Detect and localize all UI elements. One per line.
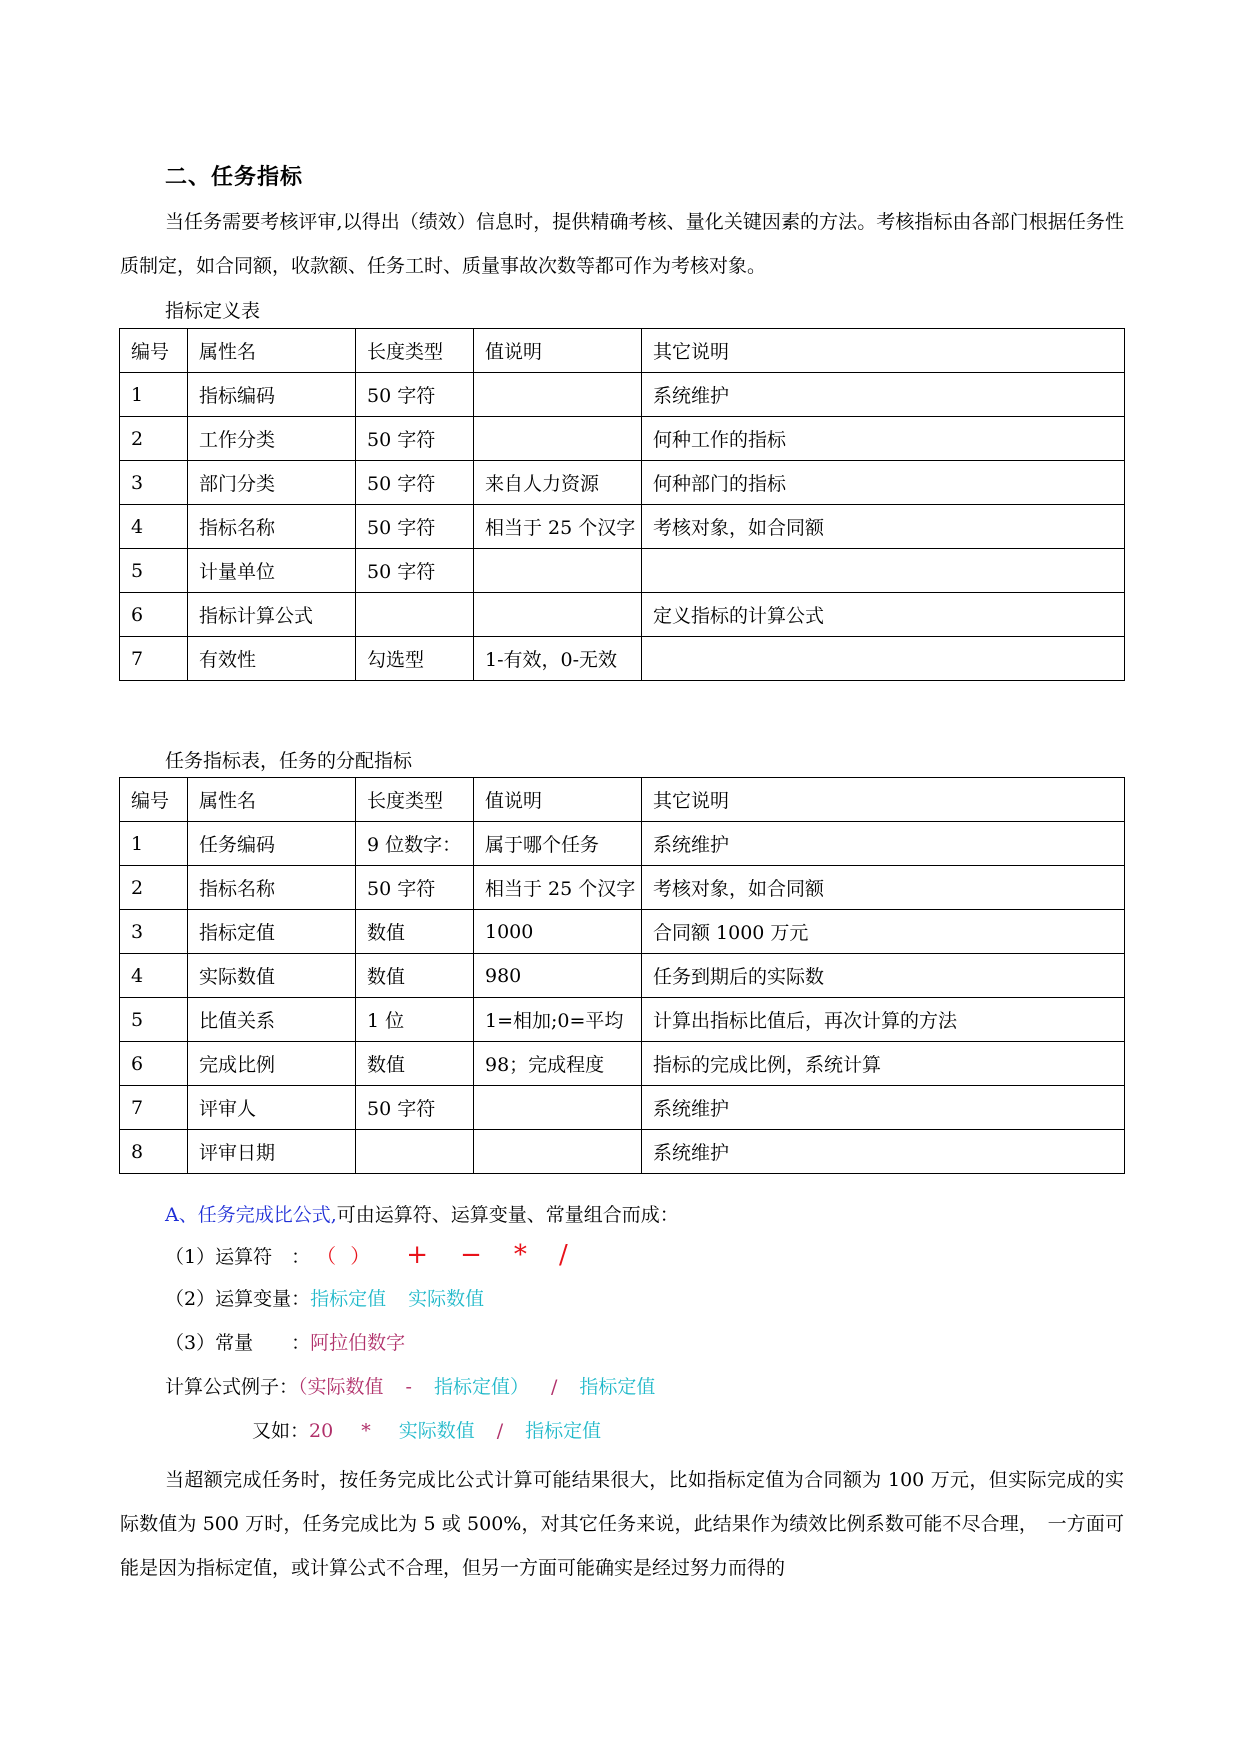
- table-row: [120, 417, 1125, 461]
- cell-other-note: 何种部门的指标: [642, 461, 1125, 505]
- cell-value-note: 1-有效，0-无效: [474, 637, 642, 681]
- cell-attribute-name: 评审日期: [188, 1130, 356, 1174]
- table-row: [120, 373, 1125, 417]
- header-value-note: 值说明: [474, 778, 642, 822]
- table1-caption: 指标定义表: [165, 300, 261, 322]
- cell-id: 5: [120, 998, 188, 1042]
- cell-length-type: 数值: [356, 954, 474, 998]
- cell-length-type: 50 字符: [356, 866, 474, 910]
- table-row: [120, 822, 1125, 866]
- example-minus: -: [405, 1376, 412, 1398]
- table-row: [120, 505, 1125, 549]
- cell-other-note: 计算出指标比值后，再次计算的方法: [642, 998, 1125, 1042]
- operator-divide: /: [558, 1240, 568, 1270]
- cell-id: 3: [120, 910, 188, 954]
- cell-other-note: 合同额 1000 万元: [642, 910, 1125, 954]
- example-var3: 指标定值: [579, 1376, 656, 1398]
- cell-other-note: 考核对象，如合同额: [642, 505, 1125, 549]
- cell-other-note: [642, 549, 1125, 593]
- header-other-note: 其它说明: [642, 778, 1125, 822]
- cell-attribute-name: 完成比例: [188, 1042, 356, 1086]
- example-div: /: [550, 1376, 558, 1398]
- operators-line: [165, 1240, 594, 1270]
- constants-line: [165, 1328, 405, 1355]
- cell-value-note: 1=相加;0=平均: [474, 998, 642, 1042]
- cell-attribute-name: 指标名称: [188, 866, 356, 910]
- cell-value-note: 属于哪个任务: [474, 822, 642, 866]
- cell-attribute-name: 部门分类: [188, 461, 356, 505]
- cell-length-type: 50 字符: [356, 549, 474, 593]
- cell-id: 7: [120, 1086, 188, 1130]
- cell-value-note: 98；完成程度: [474, 1042, 642, 1086]
- table-row: [120, 593, 1125, 637]
- cell-attribute-name: 工作分类: [188, 417, 356, 461]
- cell-length-type: 50 字符: [356, 505, 474, 549]
- cell-other-note: 系统维护: [642, 1130, 1125, 1174]
- cell-id: 4: [120, 954, 188, 998]
- closing-paragraph: 当超额完成任务时，按任务完成比公式计算可能结果很大，比如指标定值为合同额为 100 万元，但实际完成的实际数值为 500 万时，任务完成比为 5 或 500%，对其它任务来说，此结果作为绩效比例系数可能不尽合理， 一方面可能是因为指标定值，或计算公式不合理，但另一方面可能确实是经过努力而得的: [120, 1469, 1124, 1579]
- cell-id: 6: [120, 1042, 188, 1086]
- cell-other-note: [642, 637, 1125, 681]
- example2-label: 又如：: [252, 1420, 310, 1442]
- table-row: [120, 1130, 1125, 1174]
- cell-value-note: [474, 549, 642, 593]
- operator-plus: +: [406, 1240, 429, 1270]
- cell-length-type: 50 字符: [356, 461, 474, 505]
- cell-attribute-name: 实际数值: [188, 954, 356, 998]
- example2-const: 20: [309, 1420, 334, 1442]
- cell-value-note: [474, 593, 642, 637]
- cell-value-note: 相当于 25 个汉字: [474, 866, 642, 910]
- table-row: [120, 549, 1125, 593]
- table-header-row: [120, 329, 1125, 373]
- cell-length-type: 9 位数字：: [356, 822, 474, 866]
- cell-length-type: 1 位: [356, 998, 474, 1042]
- table-row: [120, 998, 1125, 1042]
- constants-value: 阿拉伯数字: [310, 1332, 406, 1354]
- table-header-row: [120, 778, 1125, 822]
- header-length-type: 长度类型: [356, 778, 474, 822]
- formula-intro-highlight: A、任务完成比公式,: [165, 1204, 337, 1226]
- example2-var2: 指标定值: [525, 1420, 602, 1442]
- cell-attribute-name: 指标定值: [188, 910, 356, 954]
- header-id: 编号: [120, 329, 188, 373]
- example2-op: *: [361, 1420, 371, 1442]
- cell-id: 2: [120, 417, 188, 461]
- cell-attribute-name: 指标编码: [188, 373, 356, 417]
- cell-id: 7: [120, 637, 188, 681]
- header-length-type: 长度类型: [356, 329, 474, 373]
- cell-id: 5: [120, 549, 188, 593]
- table-row: [120, 637, 1125, 681]
- cell-id: 1: [120, 373, 188, 417]
- header-attribute-name: 属性名: [188, 329, 356, 373]
- variable-target-value: 指标定值: [310, 1288, 387, 1310]
- cell-length-type: 50 字符: [356, 417, 474, 461]
- header-attribute-name: 属性名: [188, 778, 356, 822]
- cell-value-note: 来自人力资源: [474, 461, 642, 505]
- example2-var1: 实际数值: [398, 1420, 475, 1442]
- example-var2: 指标定值）: [433, 1376, 529, 1398]
- table-row: [120, 1042, 1125, 1086]
- task-indicator-table: [119, 777, 1125, 1174]
- cell-other-note: 指标的完成比例，系统计算: [642, 1042, 1125, 1086]
- cell-id: 6: [120, 593, 188, 637]
- cell-id: 3: [120, 461, 188, 505]
- cell-length-type: 数值: [356, 910, 474, 954]
- cell-value-note: 1000: [474, 910, 642, 954]
- cell-attribute-name: 比值关系: [188, 998, 356, 1042]
- cell-id: 8: [120, 1130, 188, 1174]
- cell-attribute-name: 评审人: [188, 1086, 356, 1130]
- operator-multiply: *: [513, 1240, 527, 1270]
- operators-label: （1）运算符 ：: [165, 1246, 311, 1268]
- table-row: [120, 954, 1125, 998]
- operator-close-paren: ）: [350, 1244, 371, 1268]
- indicator-definition-table: [119, 328, 1125, 681]
- cell-other-note: 任务到期后的实际数: [642, 954, 1125, 998]
- variable-actual-value: 实际数值: [408, 1288, 485, 1310]
- variables-label: （2）运算变量：: [165, 1288, 311, 1310]
- cell-length-type: [356, 1130, 474, 1174]
- cell-value-note: 相当于 25 个汉字: [474, 505, 642, 549]
- cell-id: 2: [120, 866, 188, 910]
- header-id: 编号: [120, 778, 188, 822]
- table-row: [120, 910, 1125, 954]
- formula-intro-rest: 可由运算符、运算变量、常量组合而成：: [336, 1204, 679, 1226]
- cell-other-note: 系统维护: [642, 822, 1125, 866]
- cell-id: 4: [120, 505, 188, 549]
- operator-open-paren: （: [316, 1244, 337, 1268]
- cell-length-type: [356, 593, 474, 637]
- example-label: 计算公式例子：: [165, 1376, 299, 1398]
- cell-attribute-name: 有效性: [188, 637, 356, 681]
- cell-length-type: 50 字符: [356, 1086, 474, 1130]
- cell-other-note: 定义指标的计算公式: [642, 593, 1125, 637]
- cell-value-note: [474, 1130, 642, 1174]
- formula-intro: [165, 1200, 679, 1227]
- cell-value-note: [474, 1086, 642, 1130]
- cell-length-type: 50 字符: [356, 373, 474, 417]
- cell-length-type: 勾选型: [356, 637, 474, 681]
- cell-attribute-name: 计量单位: [188, 549, 356, 593]
- variables-line: [165, 1284, 484, 1311]
- header-other-note: 其它说明: [642, 329, 1125, 373]
- cell-attribute-name: 任务编码: [188, 822, 356, 866]
- operator-minus: −: [460, 1240, 482, 1270]
- table-row: [120, 866, 1125, 910]
- cell-value-note: 980: [474, 954, 642, 998]
- formula-example-2: [252, 1416, 601, 1443]
- cell-value-note: [474, 373, 642, 417]
- cell-other-note: 系统维护: [642, 373, 1125, 417]
- intro-paragraph: 当任务需要考核评审,以得出（绩效）信息时，提供精确考核、量化关键因素的方法。考核指标由各部门根据任务性质制定，如合同额，收款额、任务工时、质量事故次数等都可作为考核对象。: [120, 211, 1124, 277]
- cell-length-type: 数值: [356, 1042, 474, 1086]
- cell-other-note: 何种工作的指标: [642, 417, 1125, 461]
- formula-example: [165, 1372, 655, 1399]
- section-heading: 二、任务指标: [165, 165, 304, 190]
- cell-attribute-name: 指标计算公式: [188, 593, 356, 637]
- table2-caption: 任务指标表，任务的分配指标: [165, 750, 413, 772]
- header-value-note: 值说明: [474, 329, 642, 373]
- cell-id: 1: [120, 822, 188, 866]
- cell-attribute-name: 指标名称: [188, 505, 356, 549]
- constants-label: （3）常量 ：: [165, 1332, 311, 1354]
- table-row: [120, 1086, 1125, 1130]
- cell-other-note: 考核对象，如合同额: [642, 866, 1125, 910]
- cell-other-note: 系统维护: [642, 1086, 1125, 1130]
- cell-value-note: [474, 417, 642, 461]
- example-open: （实际数值: [298, 1376, 384, 1398]
- table-row: [120, 461, 1125, 505]
- operators-list: [316, 1240, 594, 1270]
- example2-div: /: [496, 1420, 504, 1442]
